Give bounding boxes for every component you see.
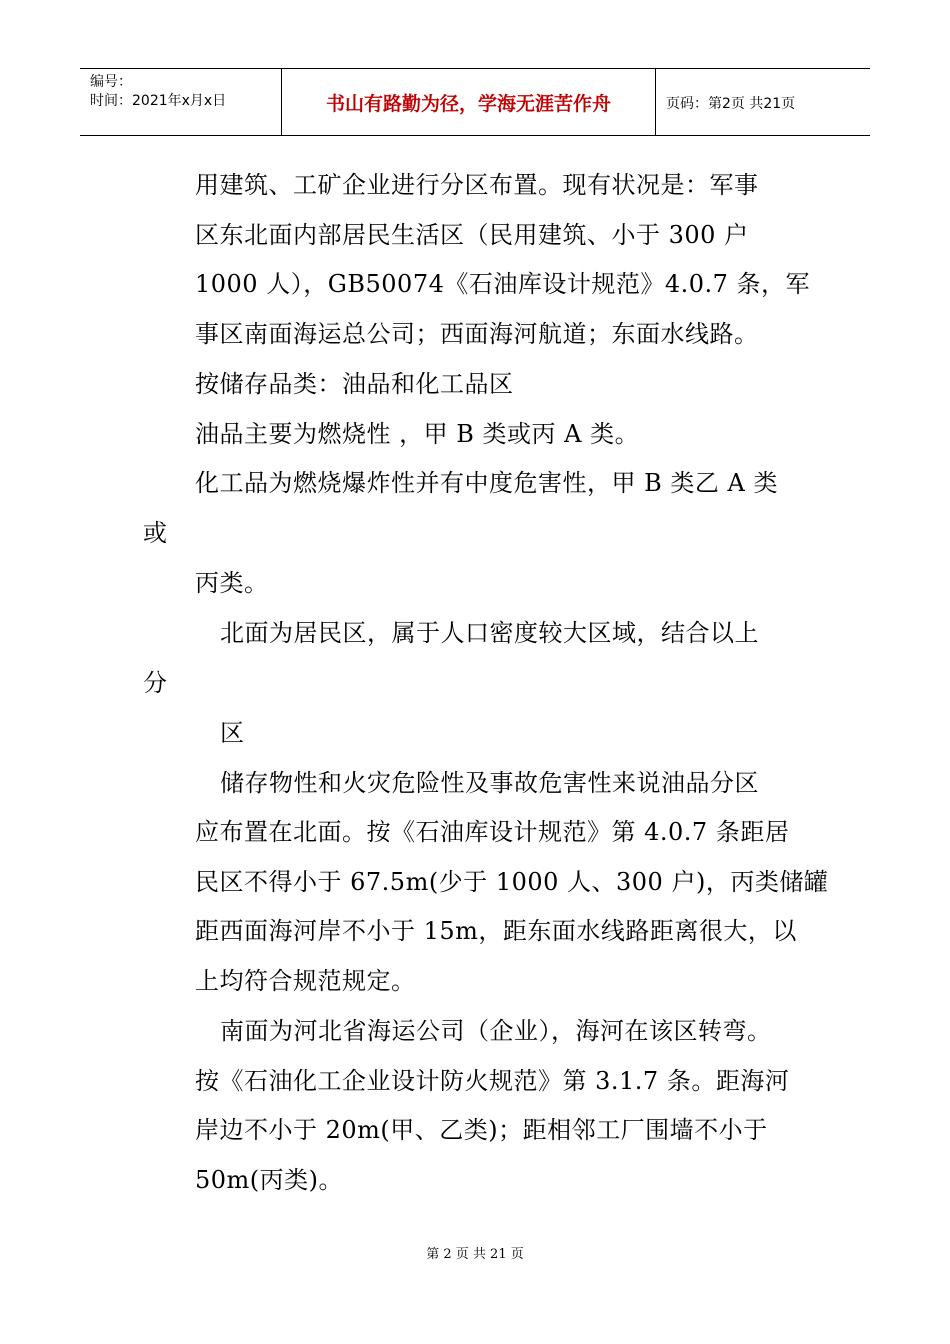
body-line: 区: [220, 719, 245, 747]
body-line: 按储存品类：油品和化工品区: [195, 370, 514, 398]
body-line: 南面为河北省海运公司（企业），海河在该区转弯。: [220, 1017, 772, 1045]
body-line: 上均符合规范规定。: [195, 967, 416, 995]
body-line: 分: [143, 669, 168, 697]
body-line: 岸边不小于 20m(甲、乙类)；距相邻工厂围墙不小于: [195, 1116, 768, 1144]
page-footer: 第 2 页 共 21 页: [426, 1247, 524, 1262]
header-page-cell: [656, 69, 870, 135]
body-line: 储存物性和火灾危险性及事故危害性来说油品分区: [220, 769, 759, 797]
body-line: 距西面海河岸不小于 15m，距东面水线路距离很大，以: [195, 917, 797, 945]
document-header: [80, 68, 870, 136]
body-line: 事区南面海运总公司；西面海河航道；东面水线路。: [195, 320, 759, 348]
body-line: 丙类。: [195, 569, 269, 597]
body-line: 按《石油化工企业设计防火规范》第 3.1.7 条。距海河: [195, 1067, 790, 1095]
body-line: 油品主要为燃烧性 ，甲 B 类或丙 A 类。: [195, 420, 640, 448]
body-line: 应布置在北面。按《石油库设计规范》第 4.0.7 条距居: [195, 818, 790, 846]
document-time-label: 时间：2021年x月x日: [90, 93, 227, 109]
document-number-label: 编号：: [90, 74, 132, 90]
header-motto: 书山有路勤为径，学海无涯苦作舟: [325, 93, 611, 115]
body-line: 民区不得小于 67.5m(少于 1000 人、300 户)，丙类储罐: [195, 868, 829, 896]
body-line: 50m(丙类)。: [195, 1166, 344, 1194]
header-info-cell: [80, 69, 282, 135]
body-line: 区东北面内部居民生活区（民用建筑、小于 300 户: [195, 221, 749, 249]
body-line: 或: [143, 519, 168, 547]
body-line: 化工品为燃烧爆炸性并有中度危害性，甲 B 类乙 A 类: [195, 469, 778, 497]
header-motto-cell: [282, 69, 656, 135]
header-page-number: 页码：第2页 共21页: [666, 96, 796, 112]
body-line: 用建筑、工矿企业进行分区布置。现有状况是：军事: [195, 171, 759, 199]
body-line: 北面为居民区，属于人口密度较大区域，结合以上: [220, 619, 759, 647]
body-line: 1000 人），GB50074《石油库设计规范》4.0.7 条，军: [195, 270, 811, 298]
